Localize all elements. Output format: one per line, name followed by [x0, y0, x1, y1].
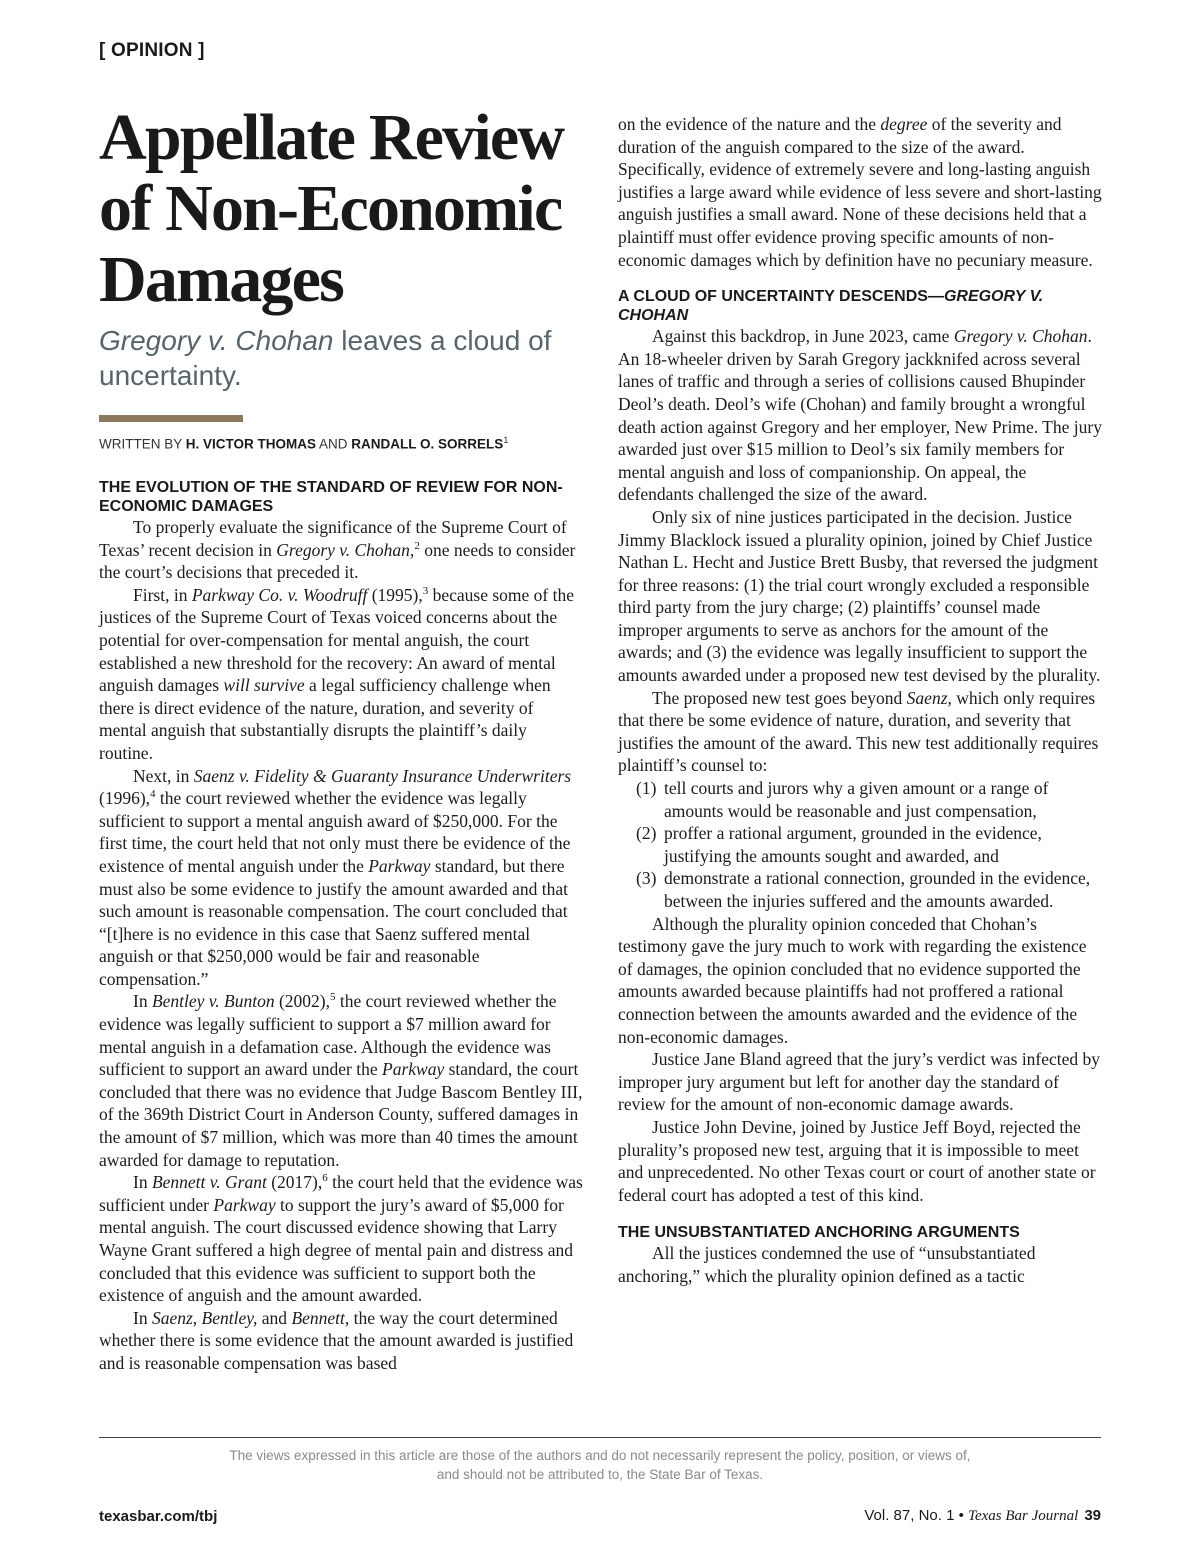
issue-number: Vol. 87, No. 1: [864, 1507, 955, 1524]
byline: [99, 435, 508, 452]
paragraph-anchoring: All the justices condemned the use of “unsubstantiated anchoring,” which the plurality opinion defined as a tactic: [618, 1243, 1036, 1286]
article-deck: [99, 323, 579, 393]
paragraph-devine: Justice John Devine, joined by Justice Jeff Boyd, rejected the plurality’s proposed new test, arguing that it is impossible to meet and unprecedented. No other Texas court or court of another state or federal court has adopted a test of this kind.: [618, 1116, 1096, 1205]
deck-case-name: Gregory v. Chohan: [99, 325, 334, 356]
title-accent-bar: [99, 415, 243, 422]
paragraph-intro: To properly evaluate the significance of the Supreme Court of Texas’ recent decision in Gregory v. Chohan,$^2$ one needs to consider the court’s decisions that preceded it.: [99, 517, 576, 583]
footer-issue-info: [864, 1507, 1101, 1525]
new-test-requirements-list: [618, 777, 1104, 913]
byline-and: AND: [316, 436, 352, 452]
paragraph-bennett: In Bennett v. Grant (2017),$^6$ the court held that the evidence was sufficient under Parkway to support the jury’s award of $5,000 for mental anguish. The court discussed evidence showing that Larry Wayne Grant suffered a high degree of mental pain and distress and concluded that this evidence was sufficient to support both the existence of anguish and the amount awarded.: [99, 1172, 583, 1306]
paragraph-concession: Although the plurality opinion conceded that Chohan’s testimony gave the jury much to work with regarding the existence of damages, the opinion concluded that no evidence supported the amounts awarded because plaintiffs had not proffered a rational connection between the amounts awarded and the evidence of the non-economic damages.: [618, 913, 1087, 1047]
list-item: (1) tell courts and jurors why a given amount or a range of amounts would be reasonable and just compensation,: [636, 778, 1049, 821]
disclaimer-line-1: The views expressed in this article are those of the authors and do not necessarily represent the policy, position, or views of,: [229, 1448, 971, 1463]
left-column-body: [99, 478, 583, 1375]
paragraph-parkway: First, in Parkway Co. v. Woodruff (1995),$^3$ because some of the justices of the Supreme Court of Texas voiced concerns about the potential for over-compensation for mental anguish, the court established a new threshold for the recovery: An award of mental anguish damages will survive a legal sufficiency challenge when there is direct evidence of the nature, duration, and severity of mental anguish that substantially disrupts the plaintiff’s daily routine.: [99, 584, 575, 763]
footer-divider: [99, 1437, 1101, 1438]
page-number: 39: [1084, 1507, 1101, 1524]
section-heading-evolution: THE EVOLUTION OF THE STANDARD OF REVIEW FOR NON-ECONOMIC DAMAGES: [99, 479, 563, 515]
byline-prefix: WRITTEN BY: [99, 436, 186, 452]
footer-url-link[interactable]: texasbar.com/tbj: [99, 1508, 218, 1525]
right-column-body: [618, 113, 1104, 1288]
deck-rest: leaves a cloud of uncertainty.: [99, 325, 552, 391]
article-title: Appellate Review of Non-Economic Damages: [99, 101, 564, 316]
byline-author-1: H. VICTOR THOMAS: [185, 436, 317, 452]
list-item: (3) demonstrate a rational connection, grounded in the evidence, between the injuries suffered and the amounts awarded.: [636, 868, 1091, 911]
paragraph-bentley: In Bentley v. Bunton (2002),$^5$ the court reviewed whether the evidence was legally sufficient to support a $7 million award for mental anguish in a defamation case. Although the evidence was sufficient to support an award under the Parkway standard, the court concluded that there was no evidence that Judge Bascom Bentley III, of the 369th District Court in Anderson County, suffered damages in the amount of $7 million, which was more than 40 times the amount awarded for damage to reputation.: [99, 991, 583, 1170]
disclaimer-line-2: and should not be attributed to, the State Bar of Texas.: [436, 1467, 764, 1482]
byline-author-2: RANDALL O. SORRELS: [351, 436, 504, 452]
paragraph-continued: on the evidence of the nature and the degree of the severity and duration of the anguish compared to the size of the award. Specifically, evidence of extremely severe and long-lasting anguish justifies a large award while evidence of less severe and short-lasting anguish justifies a small award. None of these decisions held that a plaintiff must offer evidence proving specific amounts of non-economic damages which by definition have no pecuniary measure.: [618, 114, 1102, 270]
paragraph-bland: Justice Jane Bland agreed that the jury’s verdict was infected by improper jury argument but left for another day the standard of review for the amount of non-economic damage awards.: [618, 1049, 1101, 1115]
list-item: (2) proffer a rational argument, grounded in the evidence, justifying the amounts sought and awarded, and: [636, 823, 1042, 866]
paragraph-new-test: The proposed new test goes beyond Saenz, which only requires that there be some evidence of nature, duration, and severity that justifies the amount of the award. This new test additionally requires plaintiff’s counsel to:: [618, 687, 1099, 776]
paragraph-saenz: Next, in Saenz v. Fidelity & Guaranty Insurance Underwriters (1996),$^4$ the court reviewed whether the evidence was legally sufficient to support a mental anguish award of $250,000. For the first time, the court held that not only must there be evidence of the existence of mental anguish under the Parkway standard, but there must also be some evidence to justify the amount awarded and that such amount is reasonable compensation. The court concluded that “[t]here is no evidence in this case that Saenz suffered mental anguish or that $250,000 would be fair and reasonable compensation.”: [99, 765, 572, 989]
section-heading-anchoring: THE UNSUBSTANTIATED ANCHORING ARGUMENTS: [618, 1224, 1020, 1242]
paragraph-plurality: Only six of nine justices participated in the decision. Justice Jimmy Blacklock issued a plurality opinion, joined by Chief Justice Nathan L. Hecht and Justice Brett Busby, that reversed the judgment for three reasons: (1) the trial court wrongly excluded a responsible third party from the jury charge; (2) plaintiffs’ counsel made improper arguments to serve as anchors for the amount of the awards; and (3) the evidence was legally insufficient to support the amounts awarded under a proposed new test devised by the plurality.: [618, 506, 1101, 686]
paragraph-summary: In Saenz, Bentley, and Bennett, the way the court determined whether there is some evidence that the amount awarded is justified and is reasonable compensation was based: [99, 1307, 574, 1373]
section-heading-cloud: A CLOUD OF UNCERTAINTY DESCENDS—GREGORY V. CHOHAN: [618, 288, 1044, 325]
section-tag: [ OPINION ]: [99, 40, 205, 61]
journal-name: Texas Bar Journal: [968, 1508, 1079, 1524]
paragraph-backdrop: Against this backdrop, in June 2023, came Gregory v. Chohan. An 18-wheeler driven by Sarah Gregory jackknifed across several lanes of traffic and through a series of collisions caused Bhupinder Deol’s death. Deol’s wife (Chohan) and family brought a wrongful death action against Gregory and her employer, New Prime. The jury awarded just over $15 million to Deol’s six family members for mental anguish and loss of companionship. On appeal, the defendants challenged the size of the award.: [618, 326, 1102, 505]
byline-footnote-ref: 1: [503, 435, 509, 445]
bullet-separator: •: [958, 1507, 964, 1524]
disclaimer: [99, 1446, 1101, 1484]
